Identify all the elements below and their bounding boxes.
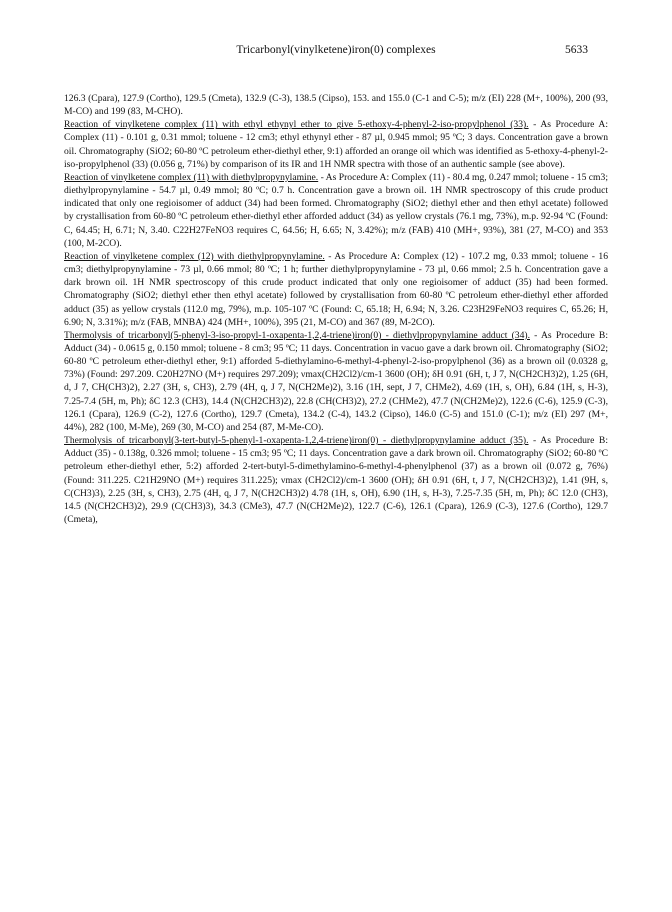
paragraph-heading: Thermolysis of tricarbonyl(5-phenyl-3-iso-propyl-1-oxapenta-1,2,4-triene)iron(0) - diethylpropynylamine adduct (34). [64,329,530,341]
paragraph-text: - As Procedure A: Complex (11) - 0.101 g, 0.31 mmol; toluene - 12 cm3; ethyl ethynyl ether - 87 µl, 0.945 mmol; 95 ºC; 3 days. Concentration gave a brown oil. Chromatography (SiO2; 60-80 ºC petroleum ether-diethyl ether, 9:1) afforded an orange oil which was identified as 5-ethoxy-4-phenyl-2-iso-propylphenol (33) (0.056 g, 71%) by comparison of its IR and 1H NMR spectra with those of an authentic sample (see above). [64,119,609,170]
paragraph-text: 126.3 (Cpara), 127.9 (Cortho), 129.5 (Cmeta), 132.9 (C-3), 138.5 (Cipso), 153. and 155.0 (C-1 and C-5); m/z (EI) 228 (M+, 100%), 200 (93, M-CO) and 199 (83, M-CHO). [64,93,608,118]
paragraph-reaction-11-amine [64,171,608,250]
paragraph-heading: Reaction of vinylketene complex (11) with ethyl ethynyl ether to give 5-ethoxy-4-phenyl-2-iso-propylphenol (33). [64,119,529,131]
paragraph-reaction-12-amine [64,250,608,329]
paragraph-text: - As Procedure A: Complex (12) - 107.2 mg, 0.33 mmol; toluene - 16 cm3; diethylpropynylamine - 73 µl, 0.66 mmol; 80 ºC; 1 h; further diethylpropynylamine - 73 µl, 0.66 mmol; 2.5 h. Concentration gave a dark brown oil. 1H NMR spectroscopy of this crude product indicated that only one regioisomer of adduct (35) had been formed. Chromatography (SiO2; diethyl ether then ethyl acetate) followed by crystallisation from 60-80 ºC petroleum ether-diethyl ether afforded adduct (35) as yellow crystals (112.0 mg, 79%), m.p. 105-107 ºC (Found: C, 65.18; H, 6.94; N, 3.26. C23H29FeNO3 requires C, 65.26; H, 6.90; N, 3.31%); m/z (FAB, MNBA) 424 (MH+, 100%), 395 (21, M-CO) and 367 (89, M-2CO). [64,250,609,328]
paragraph-reaction-11-ethynyl-ether [64,118,608,171]
paragraph-text: - As Procedure B: Adduct (34) - 0.0615 g, 0.150 mmol; toluene - 8 cm3; 95 ºC; 11 days. Concentration in vacuo gave a dark brown oil. Chromatography (SiO2; 60-80 ºC petroleum ether-diethyl ether, 9:1) afforded 5-diethylamino-6-methyl-4-phenyl-2-iso-propylphenol (36) as a brown oil (0.0328 g, 73%) (Found: 297.209. C20H27NO (M+) requires 297.209); νmax(CH2Cl2)/cm-1 3600 (OH); δH 0.91 (6H, t, J 7, N(CH2CH3)2), 1.25 (6H, d, J 7, CH(CH3)2), 2.27 (3H, s, CH3), 2.79 (4H, q, J 7, N(CH2Me)2), 3.16 (1H, sept, J 7, CHMe2), 4.69 (1H, s, OH), 6.84 (1H, s, H-3), 7.25-7.4 (5H, m, Ph); δC 12.3 (CH3), 14.4 (N(CH2CH3)2), 22.8 (CH(CH3)2), 27.2 (CHMe2), 47.7 (N(CH2Me)2), 122.6 (C-6), 125.9 (C-3), 126.1 (Cpara), 126.9 (C-2), 127.6 (Cortho), 129.7 (Cmeta), 134.2 (C-4), 143.2 (Cipso), 146.0 (C-5) and 151.0 (C-1); m/z (EI) 297 (M+, 44%), 282 (100, M-Me), 269 (30, M-CO) and 254 (87, M-Me-CO). [64,329,608,433]
paragraph-text: - As Procedure B: Adduct (35) - 0.138g, 0.326 mmol; toluene - 15 cm3; 95 ºC; 11 days. Concentration gave a dark brown oil. Chromatography (SiO2; 60-80 ºC petroleum ether-diethyl ether, 5:2) afforded 2-tert-butyl-5-dimethylamino-6-methyl-4-phenylphenol (37) as a brown oil (0.072 g, 76%) (Found: 311.225. C21H29NO (M+) requires 311.225); νmax (CH2Cl2)/cm-1 3600 (OH); δH 0.91 (6H, t, J 7, N(CH2CH3)2), 1.41 (9H, s, C(CH3)3), 2.25 (3H, s, CH3), 2.75 (4H, q, J 7, N(CH2CH3)2) 4.78 (1H, s, OH), 6.90 (1H, s, H-3), 7.25-7.35 (5H, m, Ph); δC 12.0 (CH3), 14.5 (N(CH2CH3)2), 29.9 (C(CH3)3), 34.3 (CMe3), 47.7 (N(CH2Me)2), 122.7 (C-6), 126.1 (Cpara), 126.9 (C-3), 127.6 (Cortho), 129.7 (Cmeta), [64,435,608,525]
running-title: Tricarbonyl(vinylketene)iron(0) complexes [236,44,436,56]
paragraph-heading: Reaction of vinylketene complex (12) with diethylpropynylamine. [64,250,325,262]
experimental-text [64,92,608,526]
paragraph-thermolysis-35 [64,434,608,526]
paragraph-heading: Reaction of vinylketene complex (11) with diethylpropynylamine. [64,171,319,183]
page-number: 5633 [565,44,588,56]
paragraph-heading: Thermolysis of tricarbonyl(3-tert-butyl-5-phenyl-1-oxapenta-1,2,4-triene)iron(0) - diethylpropynylamine adduct (35). [64,435,529,447]
paragraph-spectral-data [64,92,608,118]
running-header [0,44,672,60]
paragraph-thermolysis-34 [64,329,608,434]
paragraph-text: - As Procedure A: Complex (11) - 80.4 mg, 0.247 mmol; toluene - 15 cm3; diethylpropynylamine - 54.7 µl, 0.49 mmol; 80 ºC; 0.7 h. Concentration gave a brown oil. 1H NMR spectroscopy of this crude product indicated that only one regioisomer of adduct (34) had been formed. Chromatography (SiO2; diethyl ether and then ethyl acetate) followed by crystallisation from 60-80 ºC petroleum ether-diethyl ether afforded adduct (34) as yellow crystals (76.1 mg, 73%), m.p. 92-94 ºC (Found: C, 64.45; H, 6.71; N, 3.40. C22H27FeNO3 requires C, 64.56; H, 6.65; N, 3.42%); m/z (FAB) 410 (MH+, 93%), 381 (27, M-CO) and 353 (100, M-2CO). [64,171,608,249]
